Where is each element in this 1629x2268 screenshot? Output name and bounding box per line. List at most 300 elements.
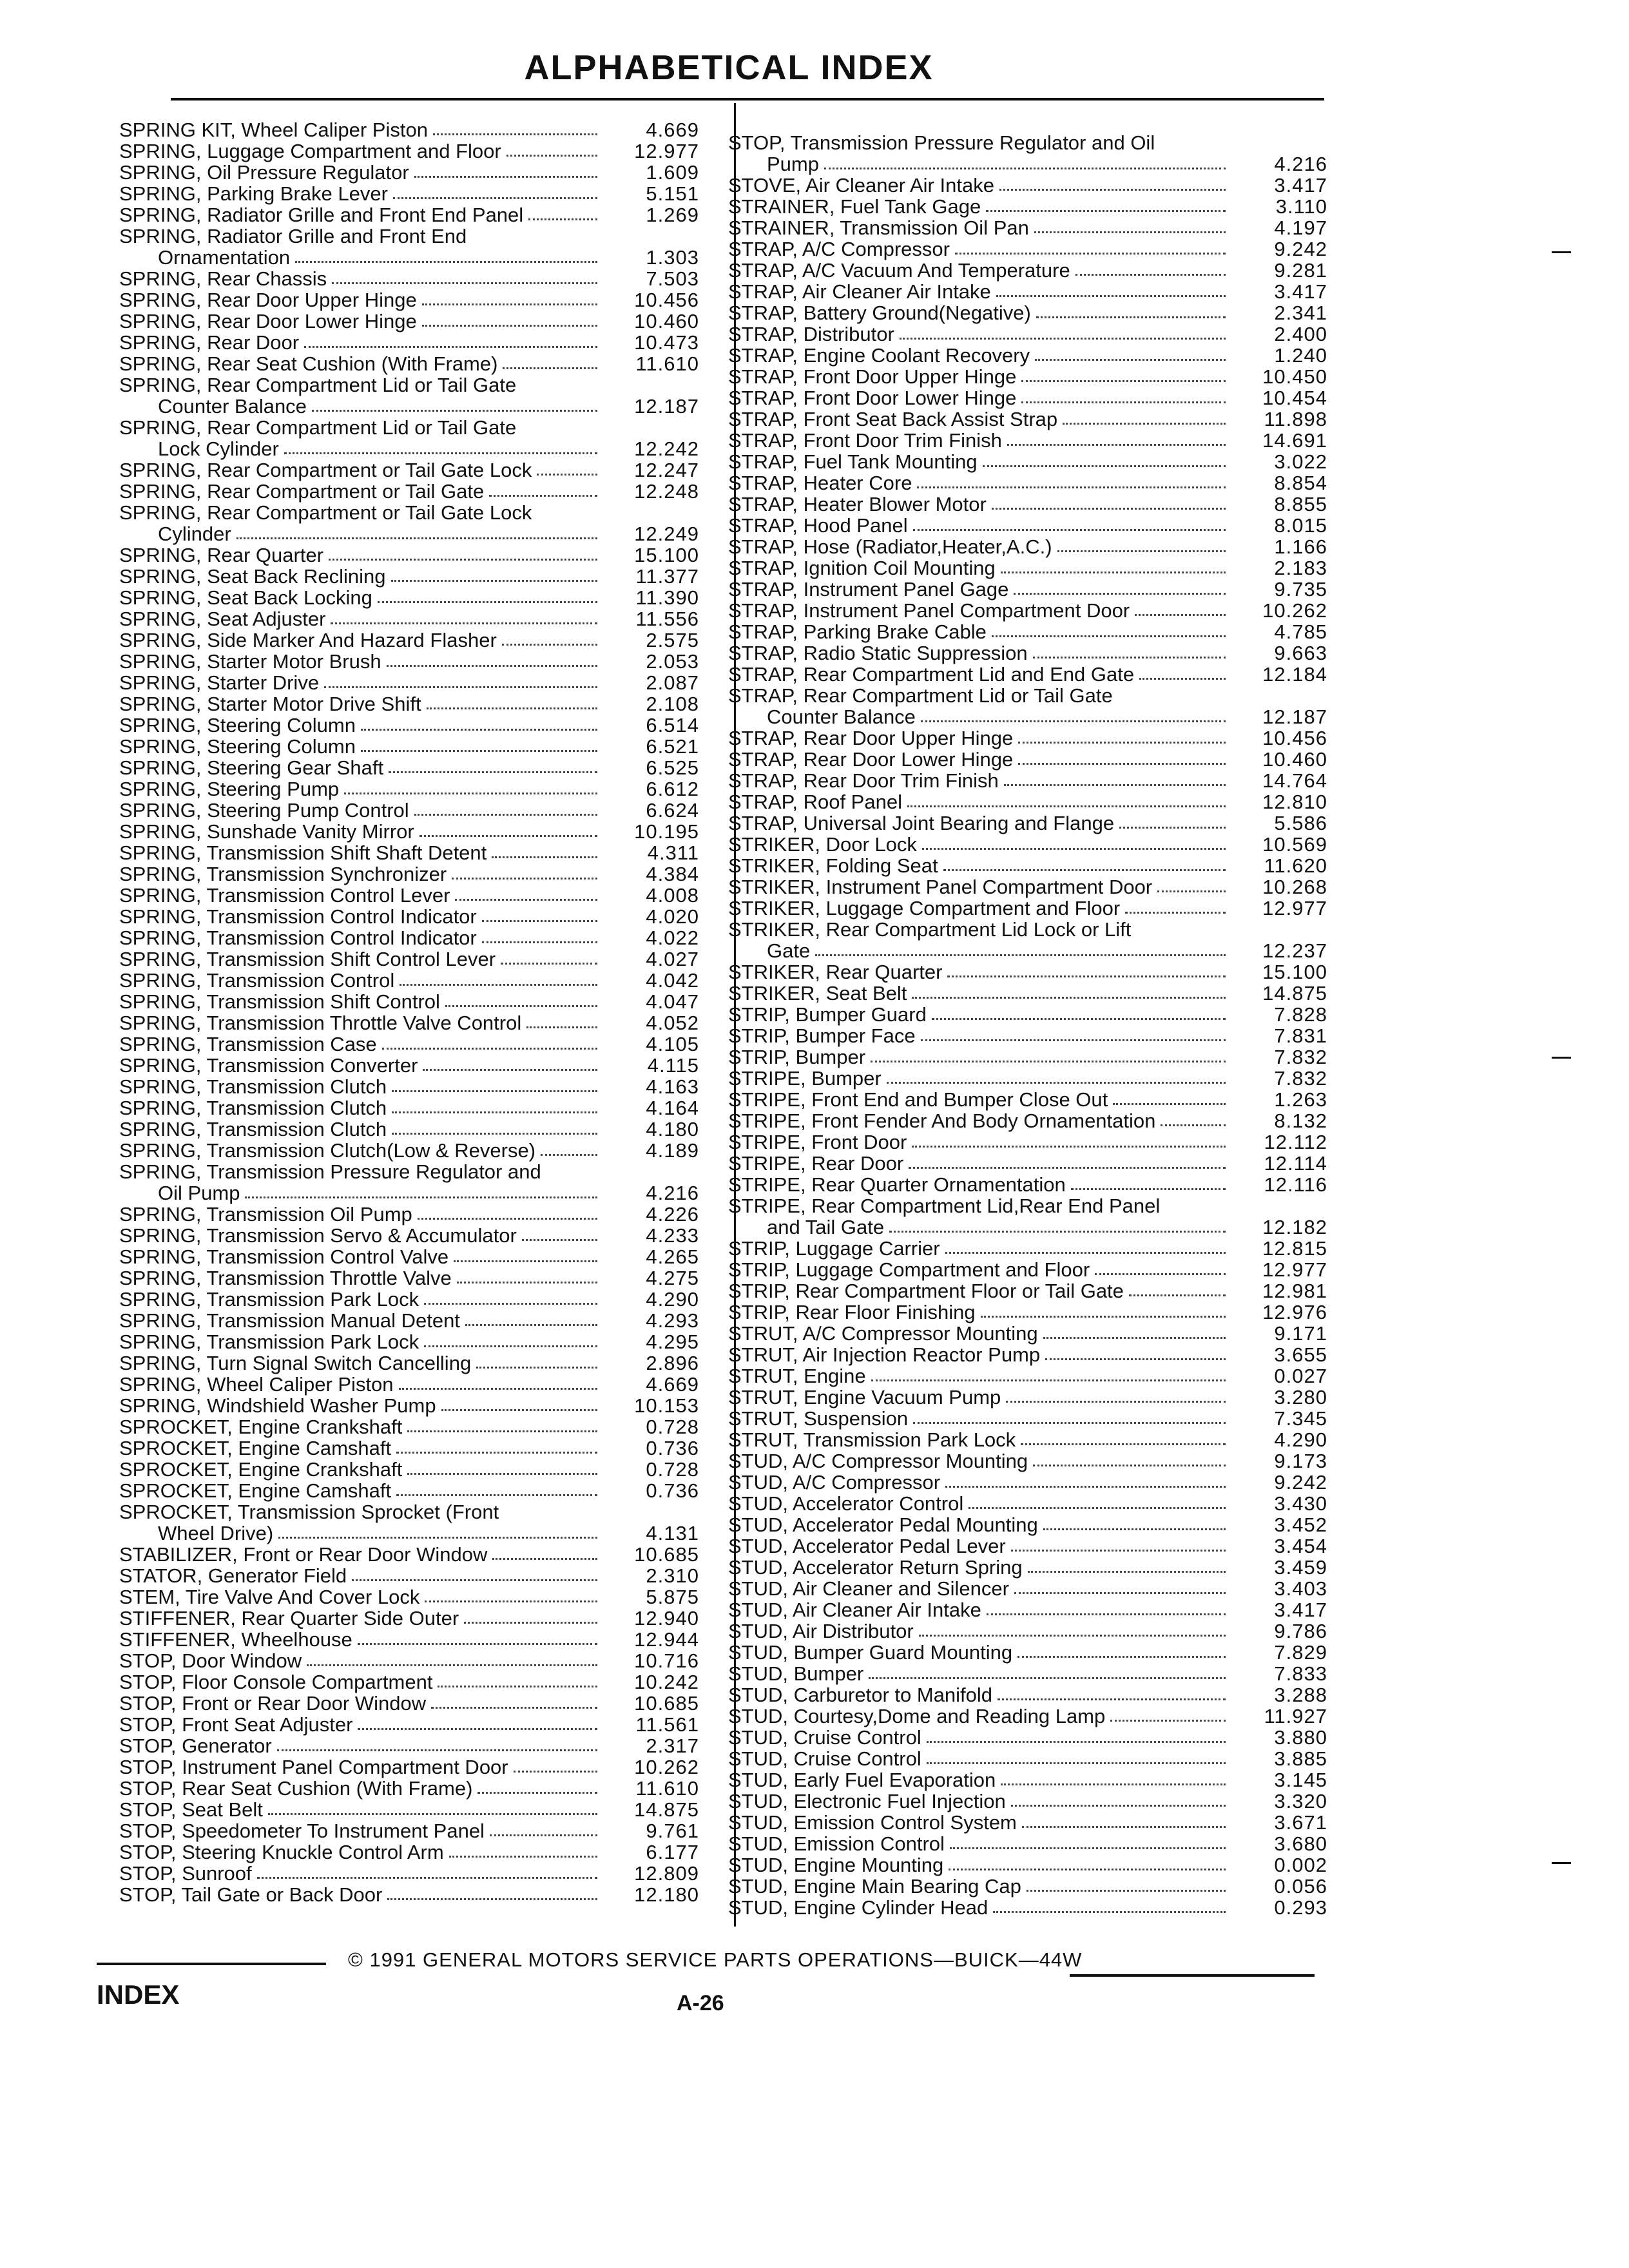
- index-entry: [728, 1620, 1327, 1642]
- index-entry: [119, 757, 699, 778]
- dot-leader: [277, 1749, 597, 1751]
- index-entry-page: 0.293: [1274, 1896, 1327, 1919]
- dot-leader: [987, 1613, 1226, 1615]
- index-entry-page: 3.417: [1274, 280, 1327, 303]
- index-entry-label: STRIPE, Rear Door: [728, 1152, 904, 1175]
- index-entry: [119, 778, 699, 800]
- index-entry: [119, 1182, 699, 1204]
- index-entry: [728, 1429, 1327, 1450]
- index-entry-page: 12.249: [634, 523, 699, 545]
- index-entry-page: 3.280: [1274, 1386, 1327, 1408]
- index-entry-page: 9.281: [1274, 259, 1327, 282]
- index-entry-label: SPRING, Steering Column: [119, 714, 356, 736]
- index-entry-label: STOP, Rear Seat Cushion (With Frame): [119, 1777, 473, 1800]
- index-entry-page: 4.047: [646, 990, 699, 1013]
- index-entry-label: STUD, Air Cleaner and Silencer: [728, 1577, 1009, 1600]
- index-entry-label: STRIP, Bumper Face: [728, 1024, 916, 1047]
- index-entry-label: SPRING, Rear Compartment Lid or Tail Gate: [119, 416, 517, 439]
- index-entry-label: STRIPE, Bumper: [728, 1067, 882, 1090]
- index-entry-label: STUD, A/C Compressor: [728, 1471, 941, 1494]
- index-entry: [119, 842, 699, 863]
- index-entry-label: STUD, Accelerator Control: [728, 1492, 964, 1515]
- index-entry-label: STRAP, Heater Blower Motor: [728, 493, 987, 515]
- index-entry-page: 3.145: [1274, 1769, 1327, 1791]
- index-entry-page: 0.736: [646, 1479, 699, 1502]
- index-entry: [728, 217, 1327, 238]
- dot-leader: [414, 176, 597, 178]
- index-entry: [119, 1352, 699, 1374]
- dot-leader: [344, 793, 597, 794]
- dot-leader: [423, 1069, 597, 1071]
- index-entry-label: SPRING, Transmission Shift Control: [119, 990, 440, 1013]
- index-entry-page: 11.390: [635, 586, 699, 609]
- index-entry-label: STRAP, Distributor: [728, 323, 894, 345]
- dot-leader: [889, 1231, 1226, 1233]
- index-entry-page: 4.275: [646, 1267, 699, 1289]
- index-entry-label: STRAINER, Fuel Tank Gage: [728, 195, 981, 218]
- index-entry-label: SPRING, Radiator Grille and Front End: [119, 225, 467, 247]
- index-entry: [728, 1238, 1327, 1259]
- dot-leader: [912, 1146, 1226, 1148]
- index-entry-label: STIFFENER, Wheelhouse: [119, 1628, 352, 1651]
- dot-leader: [396, 1452, 597, 1454]
- index-entry: [728, 1599, 1327, 1620]
- index-entry-page: 10.685: [634, 1543, 699, 1566]
- index-entry-page: 3.417: [1274, 174, 1327, 197]
- dot-leader: [1129, 1294, 1226, 1296]
- index-entry: [119, 1863, 699, 1884]
- index-entry-page: 4.226: [646, 1203, 699, 1225]
- index-entry-label: STOP, Instrument Panel Compartment Door: [119, 1756, 508, 1778]
- index-entry-page: 10.242: [634, 1671, 699, 1693]
- index-entry-label: SPRING, Parking Brake Lever: [119, 182, 388, 205]
- dot-leader: [452, 878, 597, 879]
- page-number: A-26: [677, 1991, 724, 2015]
- index-entry: [119, 948, 699, 970]
- index-entry-page: 6.521: [646, 735, 699, 758]
- index-entry: [119, 800, 699, 821]
- index-entry-page: 6.624: [646, 799, 699, 822]
- index-entry-label: SPRING, Transmission Control Valve: [119, 1245, 449, 1268]
- index-entry-label: STRAP, Rear Door Lower Hinge: [728, 748, 1014, 771]
- index-entry-label: SPROCKET, Transmission Sprocket (Front: [119, 1501, 499, 1523]
- index-entry-label: STUD, Air Cleaner Air Intake: [728, 1599, 981, 1621]
- index-entry-label: SPRING, Rear Compartment Lid or Tail Gate: [119, 374, 517, 396]
- dot-leader: [950, 1847, 1226, 1849]
- page-title: ALPHABETICAL INDEX: [524, 48, 934, 87]
- index-entry-page: 11.561: [635, 1713, 699, 1736]
- index-entry-label: SPRING, Seat Back Locking: [119, 586, 372, 609]
- index-entry-page: 12.237: [1262, 939, 1327, 962]
- index-entry: [119, 1586, 699, 1608]
- index-entry-label: STRAP, Rear Door Trim Finish: [728, 769, 999, 792]
- dot-leader: [1075, 274, 1226, 276]
- dot-leader: [871, 1061, 1226, 1062]
- index-entry: [119, 863, 699, 885]
- index-entry-label: STOP, Generator: [119, 1735, 272, 1757]
- index-entry-page: 12.187: [1262, 706, 1327, 728]
- dot-leader: [278, 1537, 597, 1539]
- index-entry: [728, 1493, 1327, 1514]
- index-entry-label: STRAP, A/C Compressor: [728, 238, 950, 260]
- dot-leader: [1011, 1805, 1226, 1807]
- dot-leader: [433, 133, 597, 135]
- index-entry-label: STOP, Speedometer To Instrument Panel: [119, 1820, 485, 1842]
- index-entry: [119, 608, 699, 629]
- dot-leader: [506, 155, 597, 157]
- index-entry-label: STRUT, Air Injection Reactor Pump: [728, 1343, 1041, 1366]
- index-entry-label: Cylinder: [158, 523, 231, 545]
- index-entry: [728, 1897, 1327, 1918]
- index-entry-label: SPRING, Rear Compartment or Tail Gate Lock: [119, 459, 532, 481]
- dot-leader: [981, 1316, 1226, 1318]
- dot-leader: [307, 1664, 597, 1666]
- index-entry-page: 10.450: [1262, 365, 1327, 388]
- index-entry-page: 4.216: [646, 1182, 699, 1204]
- dot-leader: [358, 1728, 597, 1730]
- index-entry: [119, 544, 699, 566]
- dot-leader: [992, 508, 1226, 510]
- index-entry-label: STOP, Door Window: [119, 1649, 302, 1672]
- dot-leader: [1057, 550, 1226, 552]
- dot-leader: [1018, 742, 1226, 744]
- dot-leader: [400, 984, 597, 986]
- index-entry-page: 12.810: [1262, 791, 1327, 813]
- index-entry-label: Oil Pump: [158, 1182, 240, 1204]
- dot-leader: [425, 1600, 597, 1602]
- index-entry-page: 4.233: [646, 1224, 699, 1247]
- index-entry-page: 8.854: [1274, 472, 1327, 494]
- index-entry-label: SPROCKET, Engine Camshaft: [119, 1479, 392, 1502]
- index-entry-page: 2.310: [646, 1564, 699, 1587]
- dot-leader: [913, 1422, 1226, 1424]
- index-entry-label: STRIPE, Front Door: [728, 1131, 907, 1153]
- index-entry-page: 4.669: [646, 119, 699, 141]
- index-entry: [119, 1246, 699, 1267]
- index-entry-page: 12.180: [634, 1883, 699, 1906]
- dot-leader: [1063, 423, 1226, 425]
- dot-leader: [304, 346, 597, 348]
- dot-leader: [1028, 1571, 1226, 1573]
- index-entry-label: STRAINER, Transmission Oil Pan: [728, 216, 1029, 239]
- dot-leader: [457, 1282, 597, 1283]
- index-entry-page: 3.022: [1274, 450, 1327, 473]
- index-entry-page: 4.293: [646, 1309, 699, 1332]
- index-entry-page: 12.247: [634, 459, 699, 481]
- index-entry-page: 10.153: [634, 1394, 699, 1417]
- index-entry: [728, 1131, 1327, 1153]
- index-entry: [119, 374, 699, 396]
- index-entry-label: STRIKER, Folding Seat: [728, 854, 938, 877]
- index-entry-label: STABILIZER, Front or Rear Door Window: [119, 1543, 488, 1566]
- index-entry-page: 9.761: [646, 1820, 699, 1842]
- index-entry-label: STRAP, Battery Ground(Negative): [728, 302, 1031, 324]
- index-entry: [119, 1267, 699, 1289]
- index-entry-page: 0.027: [1274, 1365, 1327, 1387]
- dot-leader: [392, 1133, 597, 1135]
- index-entry-label: SPRING, Transmission Control Lever: [119, 884, 450, 907]
- index-entry-label: SPRING, Transmission Control Indicator: [119, 927, 477, 949]
- index-entry: [728, 1876, 1327, 1897]
- index-entry-page: 4.052: [646, 1012, 699, 1034]
- index-entry: [119, 885, 699, 906]
- index-entry-page: 12.977: [1262, 897, 1327, 919]
- dot-leader: [922, 848, 1226, 850]
- index-entry-label: Pump: [767, 153, 819, 175]
- dot-leader: [389, 771, 597, 773]
- index-entry-page: 4.131: [646, 1522, 699, 1544]
- dot-leader: [441, 1409, 597, 1411]
- index-entry: [728, 1280, 1327, 1302]
- index-entry-label: STUD, A/C Compressor Mounting: [728, 1450, 1028, 1472]
- index-entry-page: 7.832: [1274, 1046, 1327, 1068]
- index-entry: [728, 1195, 1327, 1216]
- index-entry-page: 12.981: [1262, 1280, 1327, 1302]
- index-entry: [119, 523, 699, 544]
- dot-leader: [927, 1741, 1226, 1743]
- index-entry-label: SPRING, Transmission Clutch: [119, 1075, 387, 1098]
- dot-leader: [332, 282, 597, 284]
- index-entry: [728, 1323, 1327, 1344]
- dot-leader: [431, 1707, 597, 1709]
- index-entry-label: STRUT, Transmission Park Lock: [728, 1428, 1016, 1451]
- index-entry-label: and Tail Gate: [767, 1216, 885, 1238]
- index-entry: [119, 693, 699, 715]
- index-entry-page: 3.680: [1274, 1832, 1327, 1855]
- index-entry-page: 12.187: [634, 395, 699, 418]
- dot-leader: [422, 303, 597, 305]
- index-entry-label: STRAP, Hood Panel: [728, 514, 908, 537]
- dot-leader: [986, 210, 1226, 212]
- index-entry-label: SPRING, Luggage Compartment and Floor: [119, 140, 501, 162]
- index-entry: [728, 1450, 1327, 1472]
- index-entry: [119, 162, 699, 183]
- dot-leader: [1035, 359, 1226, 361]
- index-entry-label: STUD, Emission Control System: [728, 1811, 1017, 1834]
- index-entry-label: SPRING, Transmission Clutch: [119, 1097, 387, 1119]
- index-entry-label: SPRING, Transmission Throttle Valve: [119, 1267, 452, 1289]
- index-entry-label: SPRING, Rear Chassis: [119, 267, 327, 290]
- index-entry: [119, 715, 699, 736]
- footer-rule-left: [97, 1963, 326, 1965]
- index-entry: [119, 1480, 699, 1501]
- index-entry: [119, 1012, 699, 1033]
- index-entry: [728, 536, 1327, 557]
- margin-tick-mark: [1552, 1862, 1571, 1864]
- index-entry: [119, 629, 699, 651]
- dot-leader: [943, 869, 1226, 871]
- index-entry-page: 0.728: [646, 1458, 699, 1481]
- dot-leader: [422, 325, 597, 327]
- index-entry-page: 11.610: [635, 352, 699, 375]
- copyright-notice: © 1991 GENERAL MOTORS SERVICE PARTS OPERATIONS—BUICK—44W: [348, 1948, 1083, 1971]
- index-entry: [728, 1535, 1327, 1557]
- dot-leader: [945, 1252, 1226, 1254]
- index-entry-label: STRAP, Universal Joint Bearing and Flange: [728, 812, 1115, 834]
- index-entry: [119, 1544, 699, 1565]
- index-entry-page: 12.248: [634, 480, 699, 503]
- index-entry-page: 3.403: [1274, 1577, 1327, 1600]
- index-entry: [119, 204, 699, 226]
- index-entry-label: STRIP, Luggage Compartment and Floor: [728, 1258, 1090, 1281]
- index-entry-label: STRIKER, Door Lock: [728, 833, 917, 856]
- dot-leader: [909, 1167, 1226, 1169]
- dot-leader: [815, 954, 1226, 956]
- index-entry-label: STUD, Bumper Guard Mounting: [728, 1641, 1013, 1664]
- dot-leader: [1021, 1443, 1226, 1445]
- index-entry-label: STOP, Steering Knuckle Control Arm: [119, 1841, 444, 1863]
- dot-leader: [887, 1082, 1226, 1084]
- dot-leader: [387, 1898, 597, 1900]
- index-entry-page: 12.184: [1262, 663, 1327, 686]
- index-entry-page: 12.809: [634, 1862, 699, 1885]
- index-entry-page: 3.671: [1274, 1811, 1327, 1834]
- index-entry-label: STRIPE, Front End and Bumper Close Out: [728, 1088, 1108, 1111]
- dot-leader: [382, 1048, 597, 1050]
- index-entry-page: 3.655: [1274, 1343, 1327, 1366]
- dot-leader: [489, 495, 597, 497]
- index-entry: [119, 1629, 699, 1650]
- index-entry: [728, 1854, 1327, 1876]
- index-entry-label: STRAP, Rear Door Upper Hinge: [728, 727, 1014, 749]
- index-entry-page: 3.454: [1274, 1535, 1327, 1557]
- index-entry-label: STATOR, Generator Field: [119, 1564, 347, 1587]
- index-entry-page: 7.345: [1274, 1407, 1327, 1430]
- index-entry-page: 10.456: [634, 289, 699, 311]
- index-entry: [728, 1578, 1327, 1599]
- index-entry-label: STUD, Engine Cylinder Head: [728, 1896, 988, 1919]
- dot-leader: [1110, 1720, 1226, 1722]
- index-entry-label: SPRING, Transmission Control Indicator: [119, 905, 477, 928]
- index-entry-page: 4.020: [646, 905, 699, 928]
- dot-leader: [268, 1813, 597, 1815]
- index-entry-label: STUD, Cruise Control: [728, 1726, 921, 1749]
- index-entry-page: 1.609: [646, 161, 699, 184]
- index-entry-label: STRAP, Roof Panel: [728, 791, 902, 813]
- index-entry-page: 12.116: [1264, 1173, 1327, 1196]
- index-entry-label: STRAP, Heater Core: [728, 472, 912, 494]
- index-entry-page: 2.317: [646, 1735, 699, 1757]
- index-entry: [728, 1365, 1327, 1387]
- index-entry: [119, 1119, 699, 1140]
- index-entry: [728, 876, 1327, 898]
- index-entry: [728, 706, 1327, 727]
- index-entry: [728, 919, 1327, 940]
- index-entry-page: 10.569: [1262, 833, 1327, 856]
- index-entry-label: Lock Cylinder: [158, 437, 279, 460]
- index-entry: [119, 970, 699, 991]
- dot-leader: [912, 997, 1226, 999]
- index-entry: [119, 119, 699, 140]
- index-entry-page: 3.288: [1274, 1684, 1327, 1706]
- dot-leader: [361, 729, 597, 731]
- index-entry-page: 4.115: [647, 1054, 699, 1077]
- index-entry: [119, 566, 699, 587]
- index-entry-label: SPRING, Transmission Servo & Accumulator: [119, 1224, 517, 1247]
- index-entry: [119, 906, 699, 927]
- index-entry: [728, 1153, 1327, 1174]
- index-entry-page: 9.735: [1274, 578, 1327, 601]
- index-entry-label: STRIPE, Rear Quarter Ornamentation: [728, 1173, 1066, 1196]
- index-entry: [728, 791, 1327, 812]
- dot-leader: [284, 452, 597, 454]
- dot-leader: [1021, 401, 1226, 403]
- index-entry: [119, 1374, 699, 1395]
- index-entry-page: 3.459: [1274, 1556, 1327, 1579]
- index-entry-label: STUD, Air Distributor: [728, 1620, 914, 1642]
- index-entry: [119, 1501, 699, 1523]
- index-entry-page: 7.828: [1274, 1003, 1327, 1026]
- index-entry-page: 4.027: [646, 948, 699, 970]
- dot-leader: [482, 920, 597, 922]
- dot-leader: [921, 720, 1226, 722]
- dot-leader: [869, 1677, 1226, 1679]
- index-entry: [728, 430, 1327, 451]
- index-entry-label: SPRING, Transmission Park Lock: [119, 1331, 419, 1353]
- index-entry-page: 5.875: [646, 1586, 699, 1608]
- index-entry-label: STRIP, Bumper: [728, 1046, 866, 1068]
- index-entry: [119, 1416, 699, 1437]
- index-entry-page: 2.341: [1274, 302, 1327, 324]
- index-entry-page: 3.880: [1274, 1726, 1327, 1749]
- dot-leader: [492, 856, 597, 858]
- index-entry-label: SPRING, Rear Compartment or Tail Gate Lock: [119, 501, 532, 524]
- dot-leader: [476, 1367, 597, 1369]
- dot-leader: [312, 410, 597, 412]
- index-entry: [728, 1791, 1327, 1812]
- index-entry: [728, 1642, 1327, 1663]
- index-entry-page: 10.262: [634, 1756, 699, 1778]
- dot-leader: [418, 1218, 597, 1220]
- dot-leader: [1007, 444, 1226, 446]
- index-entry-label: SPRING, Transmission Pressure Regulator and: [119, 1160, 541, 1183]
- dot-leader: [1157, 890, 1226, 892]
- dot-leader: [391, 580, 597, 582]
- index-entry: [119, 1459, 699, 1480]
- index-entry: [728, 515, 1327, 536]
- index-entry: [728, 1004, 1327, 1025]
- index-entry-label: SPRING, Steering Column: [119, 735, 356, 758]
- index-entry-page: 2.053: [646, 650, 699, 673]
- index-entry-page: 4.785: [1274, 620, 1327, 643]
- index-entry: [728, 451, 1327, 472]
- index-entry-label: Ornamentation: [158, 246, 291, 269]
- index-entry-page: 4.311: [647, 841, 699, 864]
- index-entry: [728, 132, 1327, 153]
- section-label: INDEX: [97, 1979, 180, 2010]
- index-entry-page: 8.015: [1274, 514, 1327, 537]
- index-entry-label: SPRING, Seat Adjuster: [119, 608, 326, 630]
- dot-leader: [464, 1622, 597, 1624]
- index-entry-label: STRIP, Rear Floor Finishing: [728, 1301, 976, 1323]
- dot-leader: [358, 1643, 597, 1645]
- index-entry: [119, 736, 699, 757]
- index-entry-page: 4.295: [646, 1331, 699, 1353]
- index-entry-page: 10.685: [634, 1692, 699, 1715]
- index-entry-page: 1.263: [1274, 1088, 1327, 1111]
- index-entry-page: 11.610: [635, 1777, 699, 1800]
- index-entry-page: 14.875: [1262, 982, 1327, 1004]
- index-entry-label: SPROCKET, Engine Crankshaft: [119, 1458, 403, 1481]
- index-entry: [728, 1727, 1327, 1748]
- index-entry-label: STRIP, Bumper Guard: [728, 1003, 927, 1026]
- dot-leader: [917, 486, 1226, 488]
- dot-leader: [1034, 231, 1226, 233]
- margin-tick-mark: [1552, 1057, 1571, 1059]
- dot-leader: [913, 529, 1226, 531]
- index-entry-page: 3.452: [1274, 1514, 1327, 1536]
- index-entry-page: 2.575: [646, 629, 699, 651]
